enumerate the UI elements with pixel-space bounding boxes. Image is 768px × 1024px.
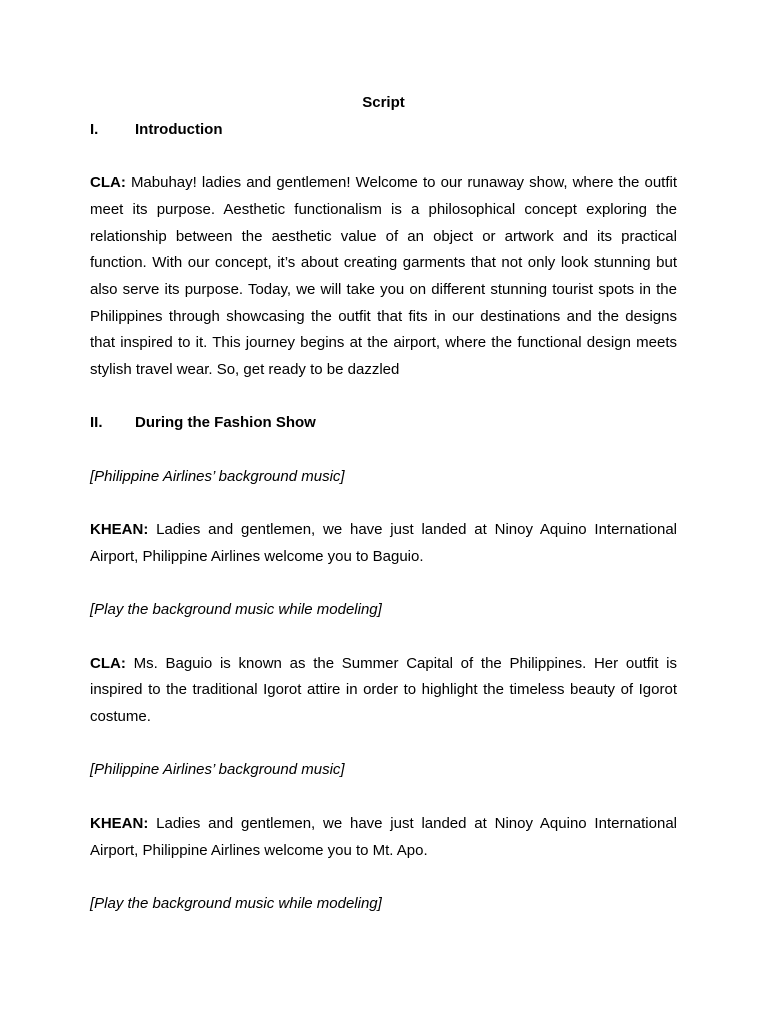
spacer xyxy=(90,384,677,411)
spacer xyxy=(90,437,677,464)
intro-paragraph xyxy=(90,170,677,384)
section-number: II. xyxy=(90,414,103,432)
speaker-label: CLA: xyxy=(90,654,126,672)
stage-cue: [Philippine Airlines’ background music] xyxy=(90,467,345,485)
spacer xyxy=(90,864,677,891)
stage-cue: [Philippine Airlines’ background music] xyxy=(90,761,345,779)
section-heading-fashion-show xyxy=(90,410,677,437)
spacer xyxy=(90,731,677,758)
stage-cue: [Play the background music while modeling] xyxy=(90,894,382,912)
paragraph-text: Ladies and gentlemen, we have just landed at Ninoy Aquino International Airport, Philippine Airlines welcome you to Baguio. xyxy=(90,521,677,565)
speaker-label: KHEAN: xyxy=(90,814,149,832)
spacer xyxy=(90,491,677,518)
section-label: Introduction xyxy=(135,120,223,138)
spacer xyxy=(90,143,677,170)
dialogue-paragraph xyxy=(90,651,677,731)
stage-cue: [Play the background music while modeling] xyxy=(90,601,382,619)
spacer xyxy=(90,571,677,598)
speaker-label: CLA: xyxy=(90,174,126,192)
section-heading-introduction xyxy=(90,117,677,144)
dialogue-paragraph xyxy=(90,811,677,864)
dialogue-paragraph xyxy=(90,517,677,570)
document-page xyxy=(90,90,677,918)
paragraph-text: Ladies and gentlemen, we have just landed at Ninoy Aquino International Airport, Philippine Airlines welcome you to Mt. Apo. xyxy=(90,814,677,859)
spacer xyxy=(90,784,677,811)
paragraph-text: Mabuhay! ladies and gentlemen! Welcome to our runaway show, where the outfit meet its purpose. Aesthetic functionalism is a philosophical concept exploring the relationship between the aesthetic value of an object or artwork and its practical function. With our concept, it’s about creating garments that not only look stunning but also serve its purpose. Today, we will take you on different stunning tourist spots in the Philippines through showcasing the outfit that fits in our destinations and the designs that inspired to it. This journey begins at the airport, where the functional design meets stylish travel wear. So, get ready to be dazzled xyxy=(90,174,677,379)
spacer xyxy=(90,624,677,651)
section-label: During the Fashion Show xyxy=(135,414,316,432)
paragraph-text: Ms. Baguio is known as the Summer Capital of the Philippines. Her outfit is inspired to the traditional Igorot attire in order to highlight the timeless beauty of Igorot costume. xyxy=(90,654,677,726)
section-number: I. xyxy=(90,120,99,138)
speaker-label: KHEAN: xyxy=(90,521,149,539)
document-title: Script xyxy=(362,94,405,111)
